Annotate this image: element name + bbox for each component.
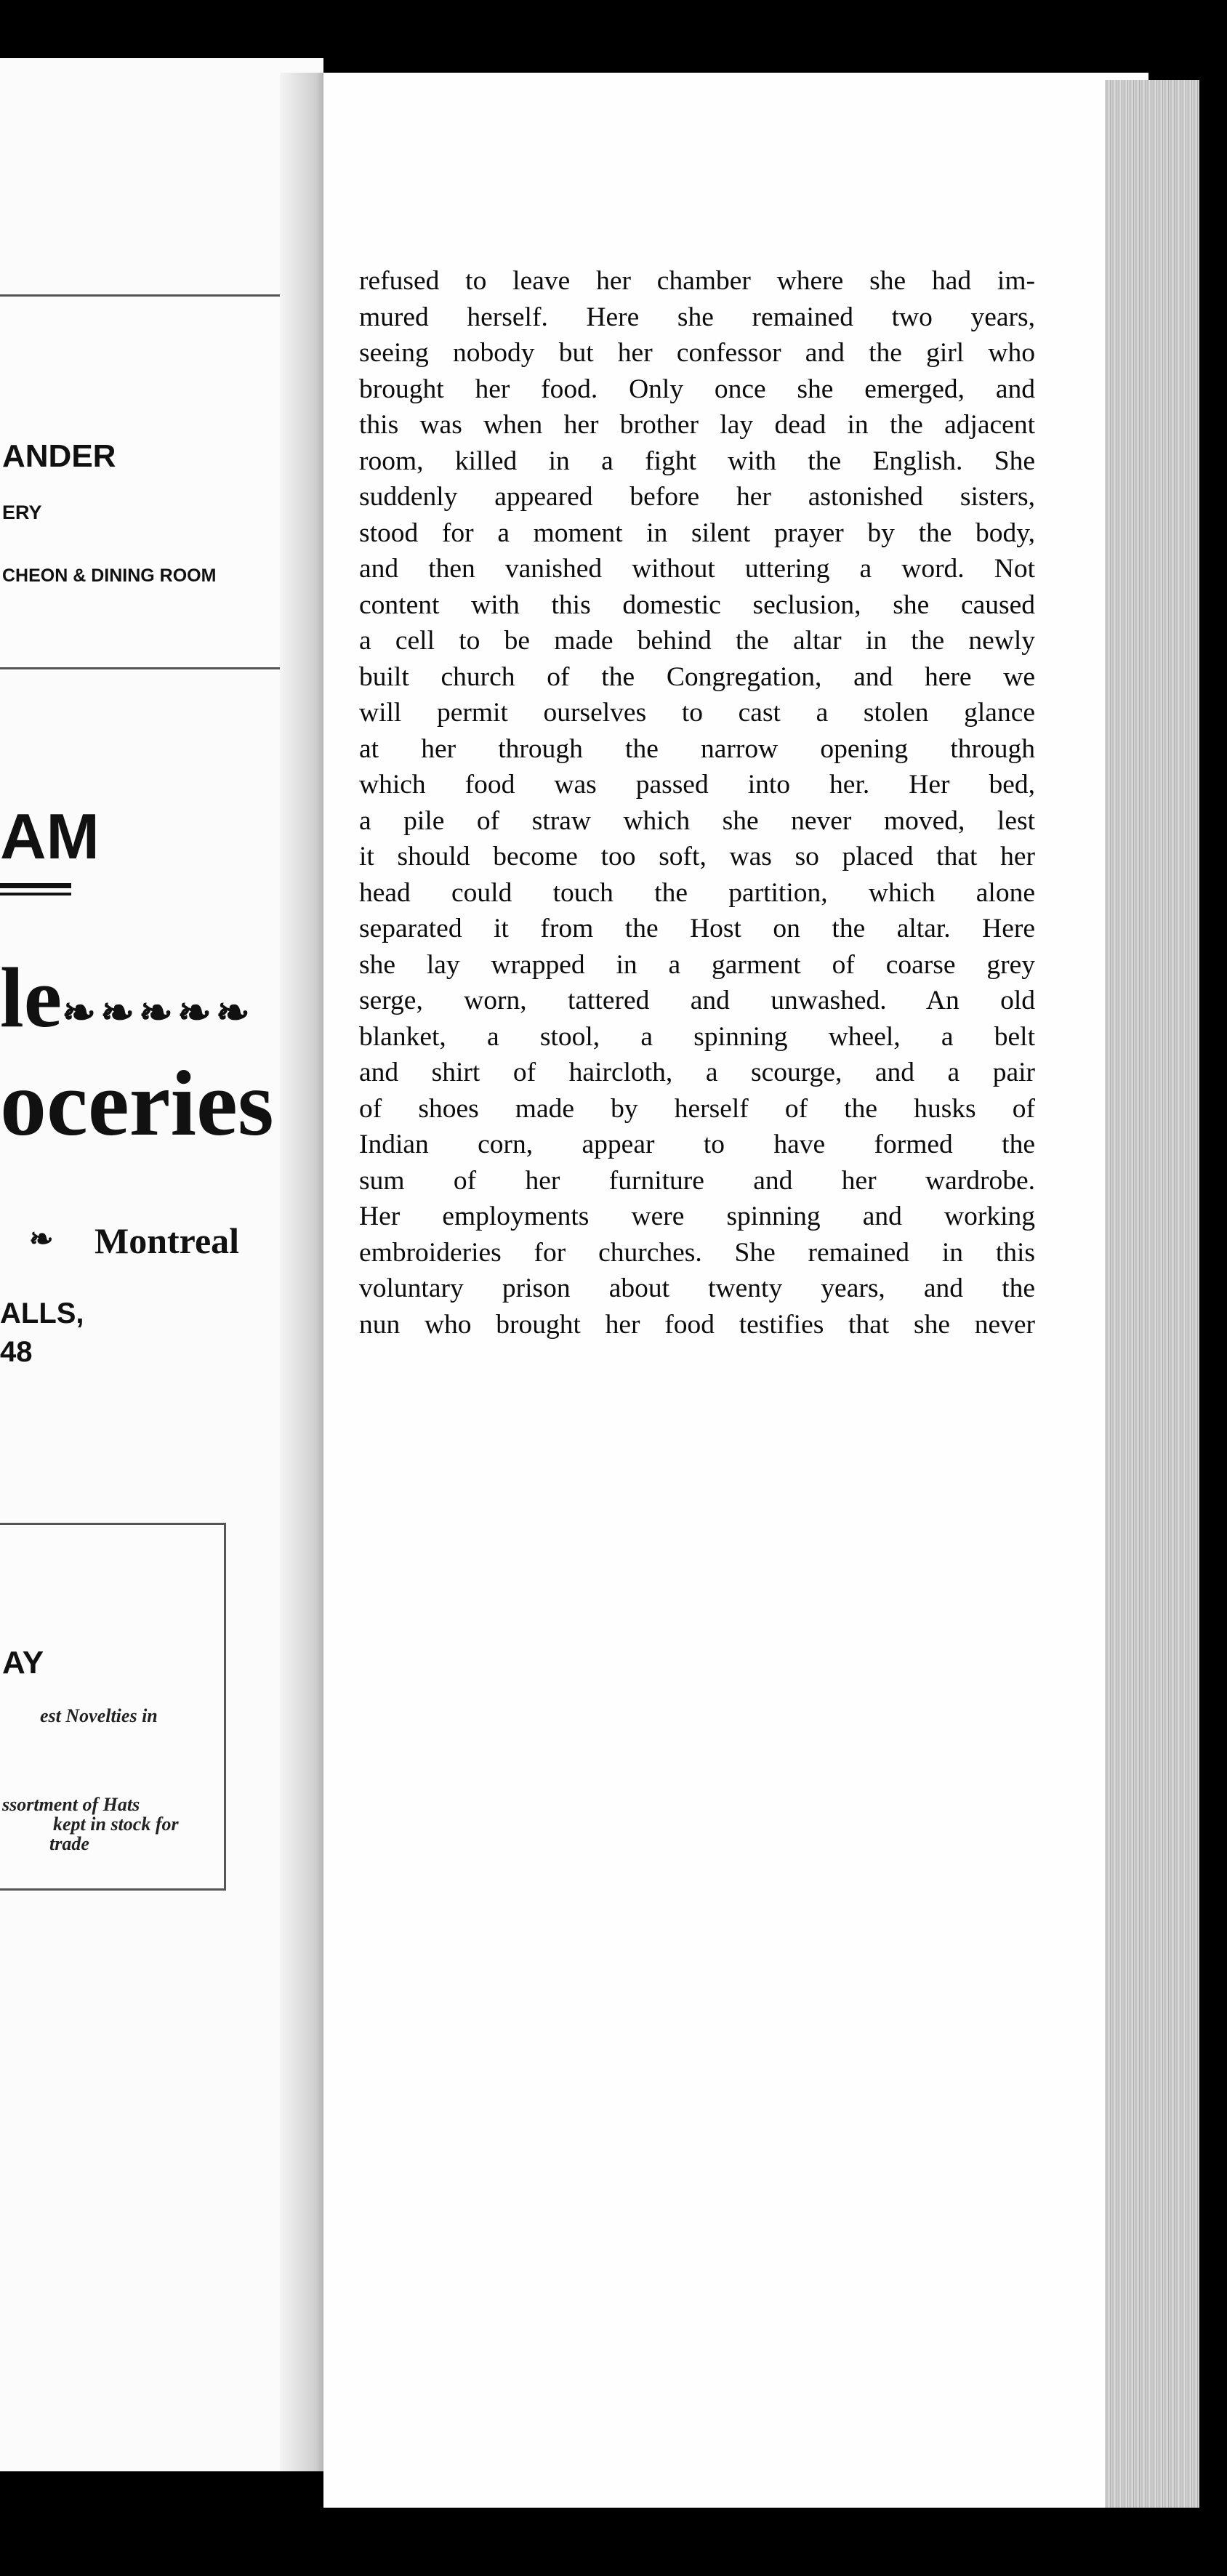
text-line: and then vanished without uttering a word. Not xyxy=(359,554,1035,584)
ornament-icon: ❧ xyxy=(29,1223,54,1255)
ad-line: trade xyxy=(49,1833,89,1854)
ad-rule xyxy=(0,893,71,895)
ad-line: kept in stock for xyxy=(53,1814,179,1835)
text-line: serge, worn, tattered and unwashed. An old xyxy=(359,986,1035,1015)
text-line: Her employments were spinning and working xyxy=(359,1202,1035,1231)
text-line: this was when her brother lay dead in the adjacent xyxy=(359,410,1035,440)
text-line: mured herself. Here she remained two years, xyxy=(359,302,1035,332)
text-line: refused to leave her chamber where she had im- xyxy=(359,266,1035,296)
ad-line: CHEON & DINING ROOM xyxy=(2,565,217,586)
text-line: room, killed in a fight with the English. She xyxy=(359,446,1035,476)
text-line: suddenly appeared before her astonished sisters, xyxy=(359,482,1035,512)
text-line: will permit ourselves to cast a stolen glance xyxy=(359,698,1035,728)
ad-name: ANDER xyxy=(2,438,116,474)
text-line: stood for a moment in silent prayer by the body, xyxy=(359,518,1035,548)
ad-line: est Novelties in xyxy=(40,1705,158,1726)
text-line: at her through the narrow opening through xyxy=(359,733,1035,764)
text-line: seeing nobody but her confessor and the girl who xyxy=(359,338,1035,368)
advertisement-box-bottom xyxy=(0,1523,226,1891)
text-line: a cell to be made behind the altar in the newly xyxy=(359,626,1035,656)
ad-line: ALLS, xyxy=(0,1297,84,1329)
text-line: a pile of straw which she never moved, lest xyxy=(359,805,1035,836)
text-line: which food was passed into her. Her bed, xyxy=(359,770,1035,800)
text-line: Indian corn, appear to have formed the xyxy=(359,1130,1035,1159)
ad-rule xyxy=(0,883,71,888)
ad-place: Montreal xyxy=(94,1220,240,1261)
advertisement-box-top xyxy=(0,294,284,669)
ornament-row: ❧❧❧❧❧ xyxy=(62,991,254,1036)
text-line: of shoes made by herself of the husks of xyxy=(359,1093,1035,1124)
ad-line: ERY xyxy=(2,502,42,523)
text-line: content with this domestic seclusion, she caused xyxy=(359,589,1035,620)
text-line: nun who brought her food testifies that she never xyxy=(359,1309,1035,1340)
ad-script-word: le xyxy=(0,950,63,1045)
text-line: built church of the Congregation, and here we xyxy=(359,661,1035,692)
text-line: embroideries for churches. She remained in this xyxy=(359,1237,1035,1268)
text-line: sum of her furniture and her wardrobe. xyxy=(359,1165,1035,1196)
ad-heading: AY xyxy=(2,1645,44,1681)
text-line: brought her food. Only once she emerged, and xyxy=(359,374,1035,404)
body-text xyxy=(359,263,1035,1343)
text-line: she lay wrapped in a garment of coarse grey xyxy=(359,949,1035,980)
ad-heading: AM xyxy=(0,800,100,872)
text-line: head could touch the partition, which alone xyxy=(359,877,1035,908)
text-line: it should become too soft, was so placed that her xyxy=(359,842,1035,872)
text-line: voluntary prison about twenty years, and the xyxy=(359,1273,1035,1303)
ad-line: ssortment of Hats xyxy=(2,1794,140,1815)
ad-script-text xyxy=(0,949,254,1047)
page-edges xyxy=(1105,80,1199,2508)
ad-script-word: oceries xyxy=(0,1052,274,1155)
text-line: blanket, a stool, a spinning wheel, a belt xyxy=(359,1021,1035,1052)
ad-line: 48 xyxy=(0,1336,33,1368)
text-line: separated it from the Host on the altar. Here xyxy=(359,914,1035,943)
text-line: and shirt of haircloth, a scourge, and a pair xyxy=(359,1058,1035,1087)
